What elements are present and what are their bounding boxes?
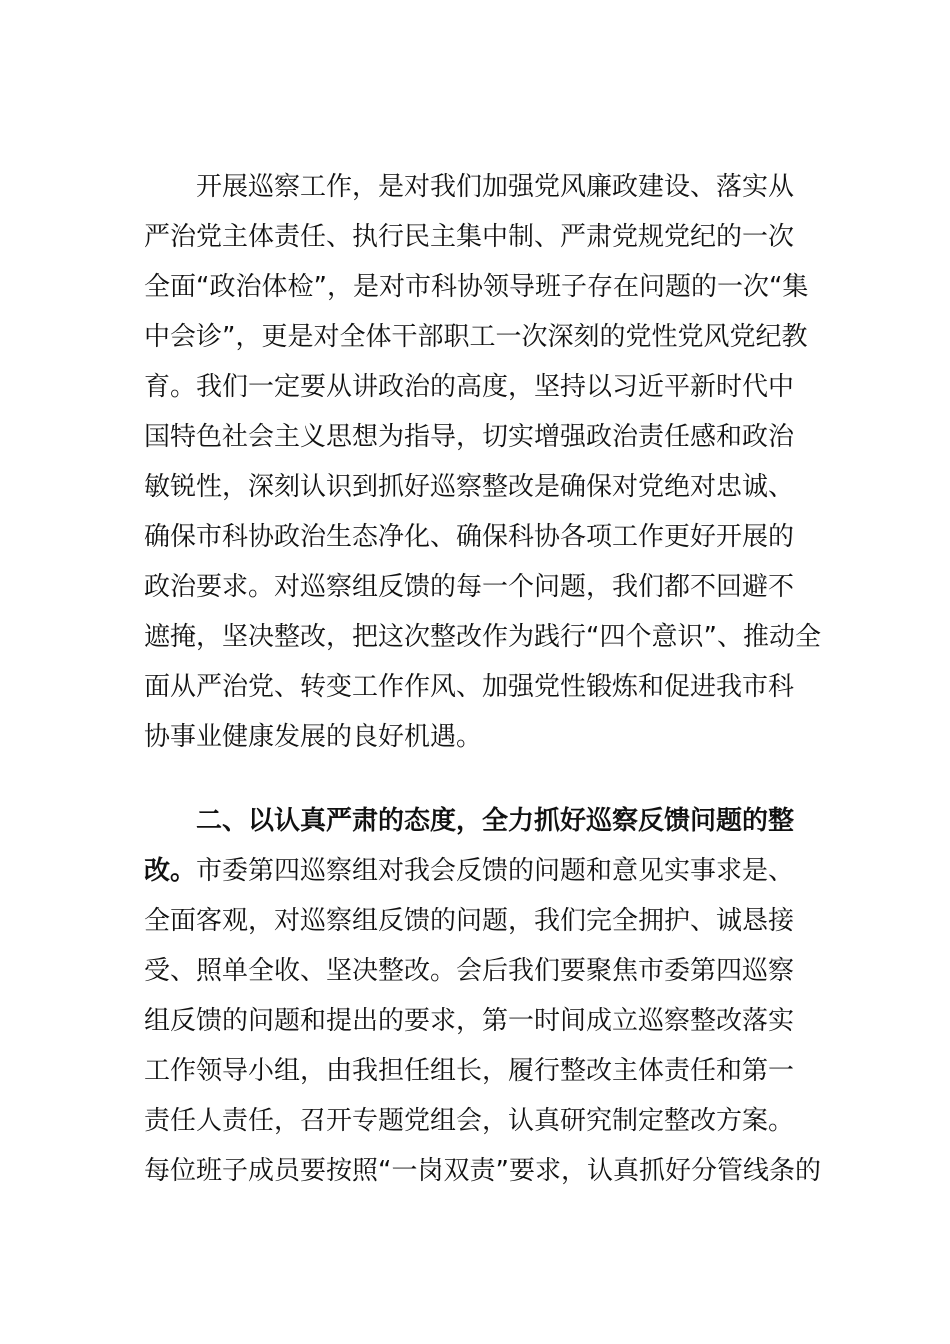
paragraph-2-heading-end: 改。	[144, 856, 197, 886]
paragraph-2-line-5: 组反馈的问题和提出的要求，第一时间成立巡察整改落实	[144, 1006, 795, 1036]
paragraph-1-line-2: 严治党主体责任、执行民主集中制、严肃党规党纪的一次	[144, 222, 795, 252]
paragraph-2-line-8: 每位班子成员要按照“一岗双责”要求，认真抓好分管线条的	[144, 1156, 821, 1186]
paragraph-2-line-3: 全面客观，对巡察组反馈的问题，我们完全拥护、诚恳接	[144, 906, 795, 936]
paragraph-1-line-11: 面从严治党、转变工作作风、加强党性锻炼和促进我市科	[144, 672, 795, 702]
paragraph-2-line-7: 责任人责任，召开专题党组会，认真研究制定整改方案。	[144, 1106, 795, 1136]
paragraph-2-line-2-text: 市委第四巡察组对我会反馈的问题和意见实事求是、	[196, 856, 795, 886]
paragraph-2-heading: 二、以认真严肃的态度，全力抓好巡察反馈问题的整	[196, 806, 795, 836]
paragraph-1-line-7: 敏锐性，深刻认识到抓好巡察整改是确保对党绝对忠诚、	[144, 472, 795, 502]
paragraph-1-line-8: 确保市科协政治生态净化、确保科协各项工作更好开展的	[144, 522, 795, 552]
paragraph-1-line-4: 中会诊”，更是对全体干部职工一次深刻的党性党风党纪教	[144, 322, 808, 352]
paragraph-2-line-6: 工作领导小组，由我担任组长，履行整改主体责任和第一	[144, 1056, 795, 1086]
paragraph-1-line-9: 政治要求。对巡察组反馈的每一个问题，我们都不回避不	[144, 572, 795, 602]
paragraph-1-line-12: 协事业健康发展的良好机遇。	[144, 722, 483, 752]
paragraph-2-line-2	[144, 854, 794, 888]
paragraph-2-line-4: 受、照单全收、坚决整改。会后我们要聚焦市委第四巡察	[144, 956, 795, 986]
paragraph-1-line-3: 全面“政治体检”，是对市科协领导班子存在问题的一次“集	[144, 272, 809, 302]
paragraph-1-line-10: 遮掩，坚决整改，把这次整改作为践行“四个意识”、推动全	[144, 622, 821, 652]
paragraph-1-line-6: 国特色社会主义思想为指导，切实增强政治责任感和政治	[144, 422, 795, 452]
paragraph-1-line-5: 育。我们一定要从讲政治的高度，坚持以习近平新时代中	[144, 372, 795, 402]
paragraph-1-line-1: 开展巡察工作，是对我们加强党风廉政建设、落实从	[196, 172, 795, 202]
